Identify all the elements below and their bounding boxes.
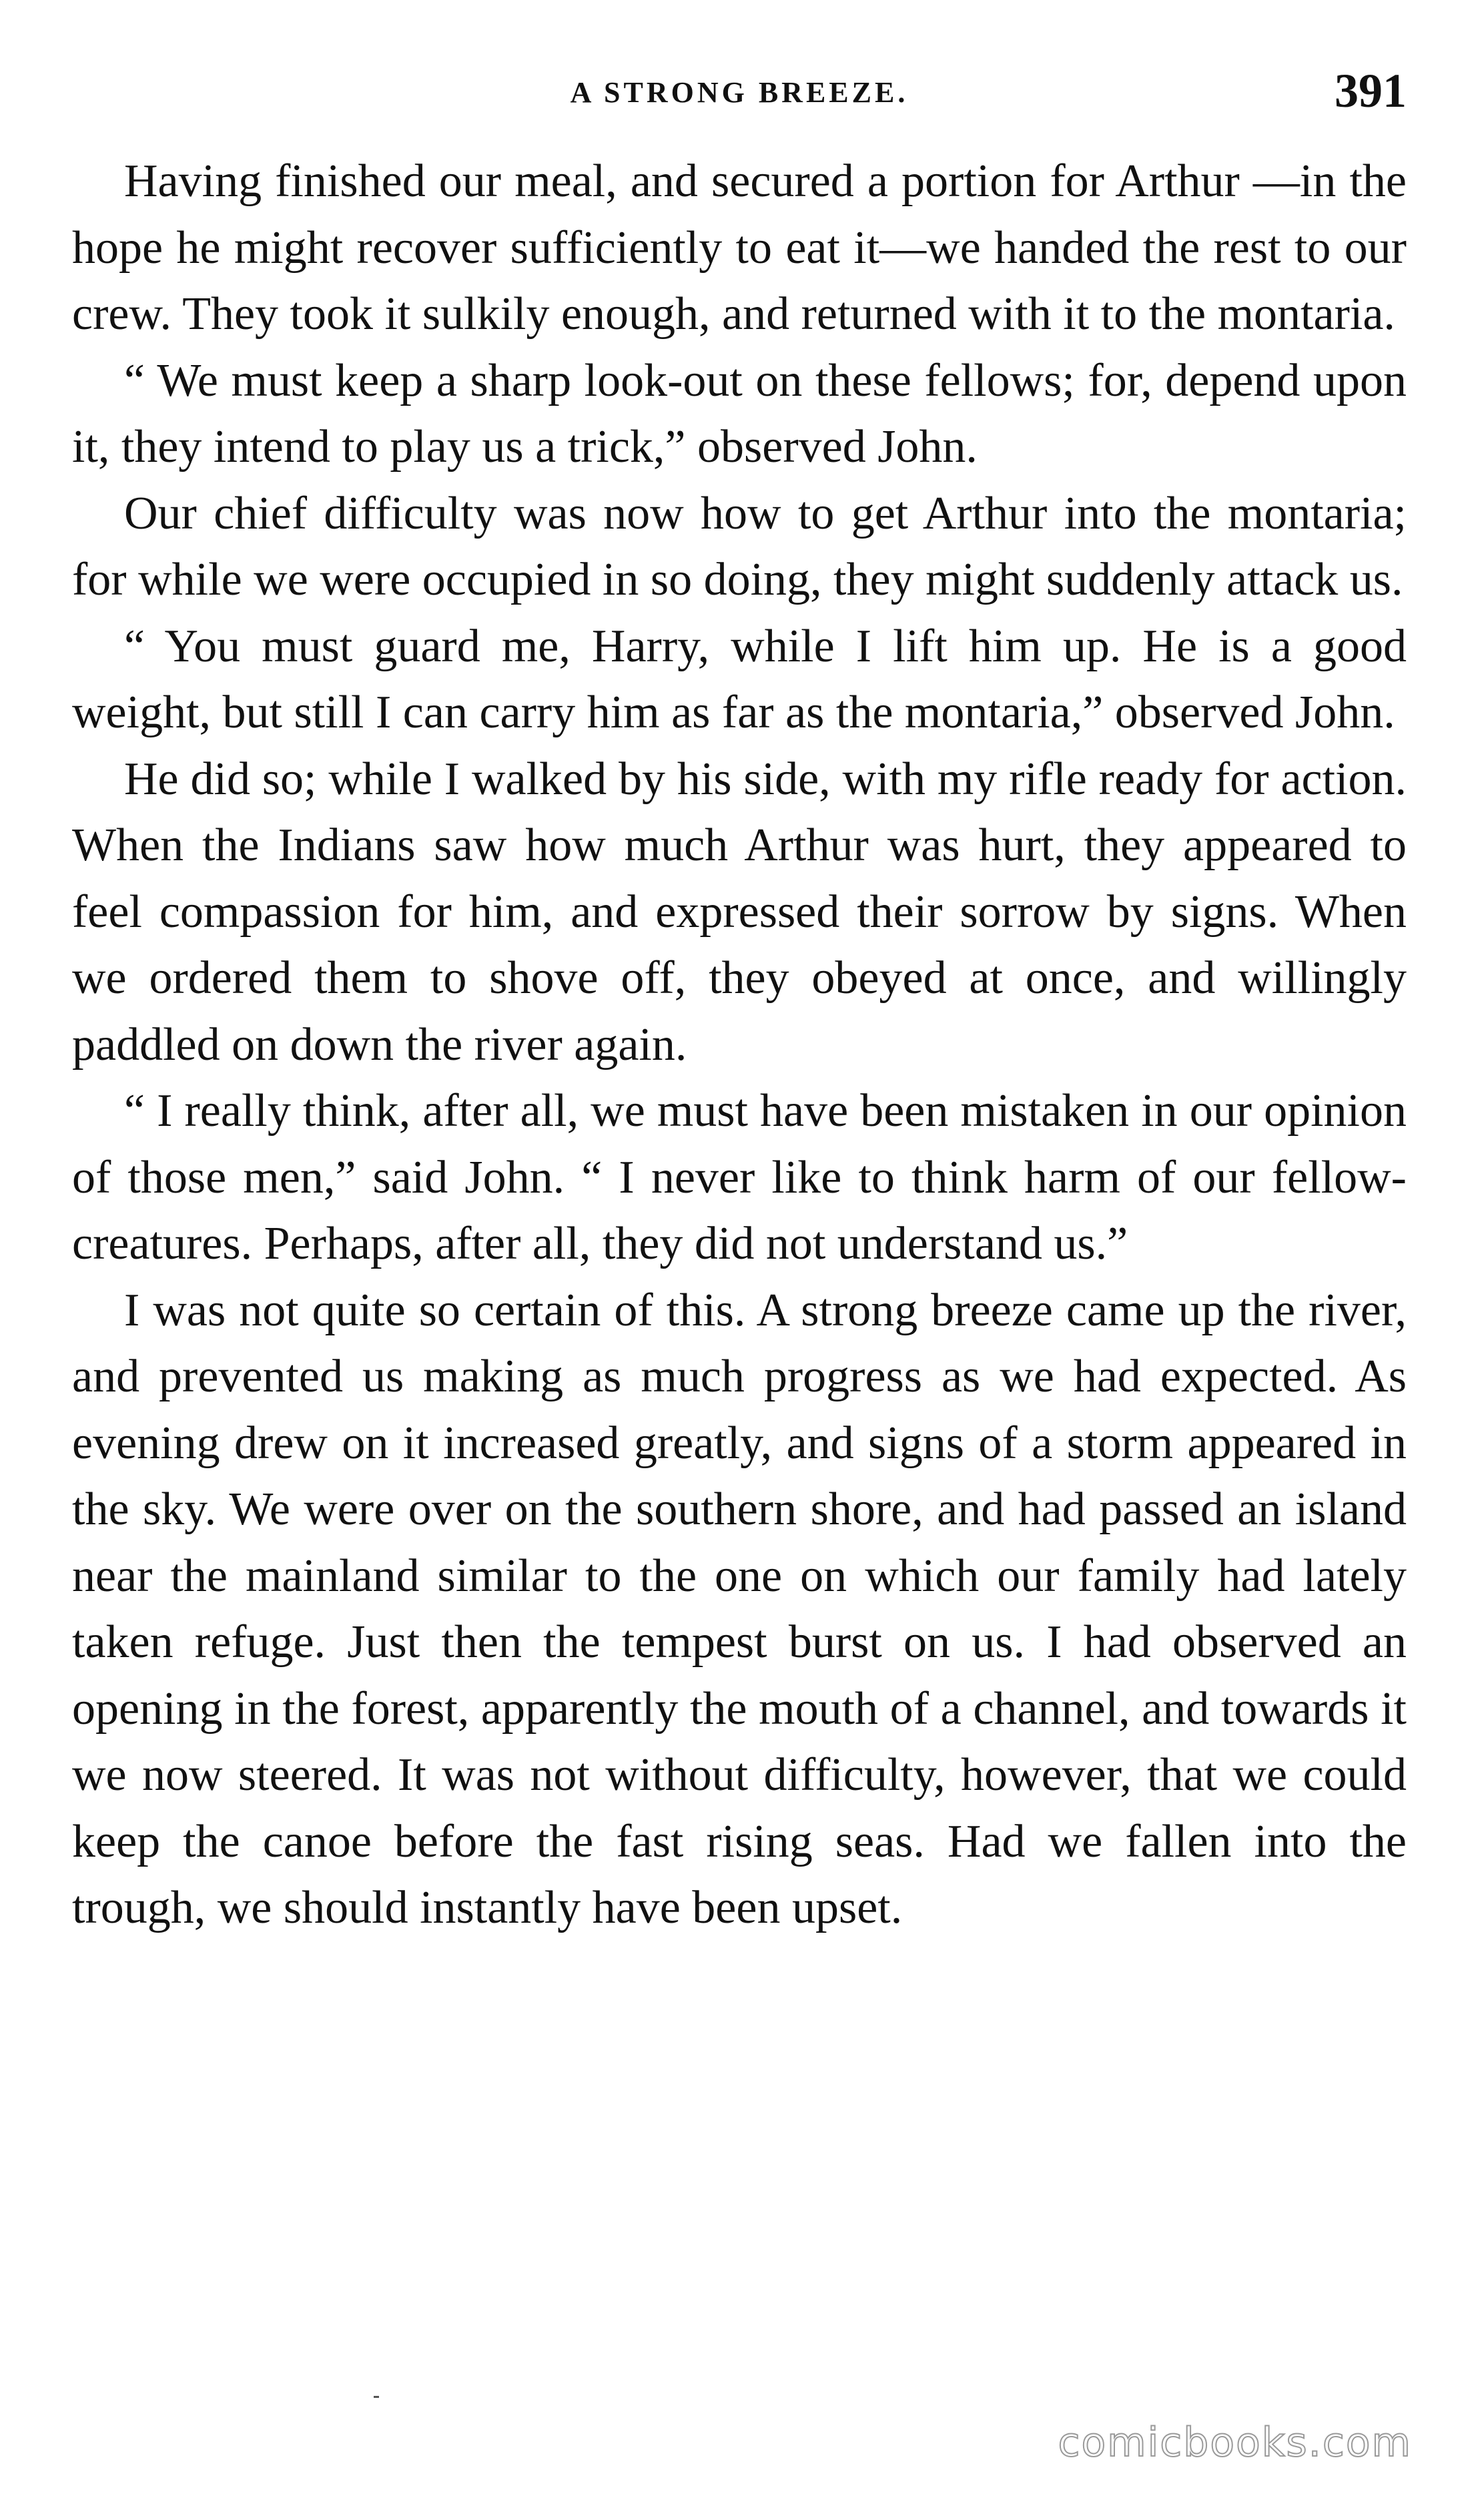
page-number: 391 [1335, 64, 1407, 117]
watermark: comicbooks.com [1058, 2419, 1412, 2466]
paragraph: Having finished our meal, and secured a portion for Arthur —in the hope he might recover sufficiently to eat it—we handed the rest to our crew. They took it sulkily enough, and returned with it to the montaria. [72, 155, 1407, 340]
paragraph: “ I really think, after all, we must have been mistaken in our opinion of those men,” said John. “ I never like to think harm of our fellow-creatures. Perhaps, after all, they did not understand us.” [72, 1085, 1407, 1269]
paragraph: “ We must keep a sharp look-out on these fellows; for, depend upon it, they intend to play us a trick,” observed John. [72, 354, 1407, 473]
running-head: A STRONG BREEZE. [570, 76, 909, 109]
paragraph: “ You must guard me, Harry, while I lift him up. He is a good weight, but still I can carry him as far as the montaria,” observed John. [72, 620, 1407, 738]
paragraph: I was not quite so certain of this. A strong breeze came up the river, and prevented us making as much progress as we had expected. As evening drew on it increased greatly, and signs of a storm appeared in the sky. We were over on the southern shore, and had passed an island near the mainland similar to the one on which our family had lately taken refuge. Just then the tempest burst on us. I had observed an opening in the forest, apparently the mouth of a channel, and towards it we now steered. It was not without difficulty, however, that we could keep the canoe before the fast rising seas. Had we fallen into the trough, we should instantly have been upset. [72, 1284, 1407, 1933]
body-text [72, 148, 1407, 1941]
print-speck [374, 2396, 379, 2398]
paragraph: He did so; while I walked by his side, with my rifle ready for action. When the Indians saw how much Arthur was hurt, they appeared to feel compassion for him, and expressed their sorrow by signs. When we ordered them to shove off, they obeyed at once, and willingly paddled on down the river again. [72, 753, 1407, 1070]
page-header [72, 63, 1407, 123]
paragraph: Our chief difficulty was now how to get Arthur into the montaria; for while we were occupied in so doing, they might suddenly attack us. [72, 487, 1407, 605]
